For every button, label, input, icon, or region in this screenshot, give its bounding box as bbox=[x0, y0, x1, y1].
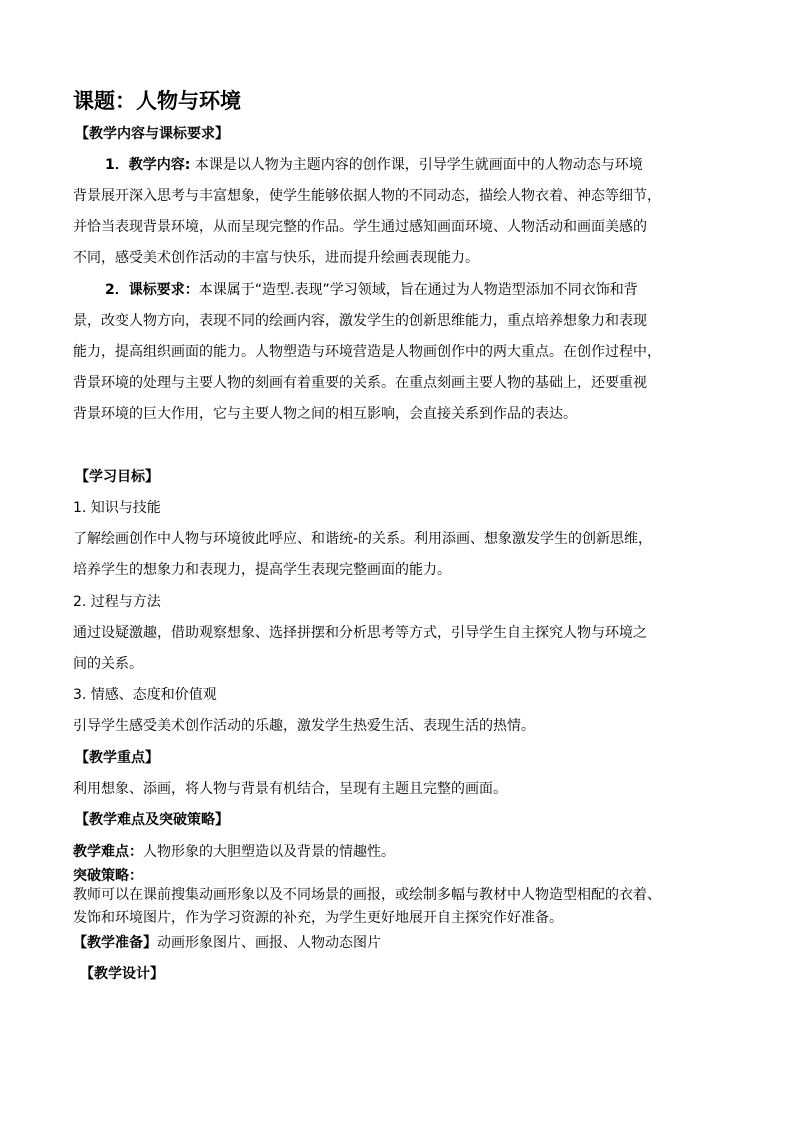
key-point-text: 利用想象、添画，将人物与背景有机结合，呈现有主题且完整的画面。 bbox=[73, 781, 507, 797]
content-paragraph-line: 并恰当表现背景环境，从而呈现完整的作品。学生通过感知画面环境、人物活动和画面美感的 bbox=[73, 219, 647, 235]
section-heading-prep: 【教学准备】 bbox=[73, 935, 157, 951]
item-text: 本课属于“造型.表现”学习领域，旨在通过为人物造型添加不同衣饰和背 bbox=[198, 282, 638, 298]
section-heading-difficulty: 【教学难点及突破策略】 bbox=[75, 812, 229, 828]
item-label: 2．课标要求： bbox=[105, 282, 199, 298]
goal-text-line: 了解绘画创作中人物与环境彼此呼应、和谐统-的关系。利用添画、想象激发学生的创新思维， bbox=[73, 531, 653, 547]
item-label: 1．教学内容: bbox=[105, 157, 191, 173]
section-heading-goals: 【学习目标】 bbox=[75, 469, 159, 485]
content-paragraph-line: 能力，提高组织画面的能力。人物塑造与环境营造是人物画创作中的两大重点。在创作过程中， bbox=[73, 344, 661, 360]
content-paragraph-line: 背景环境的处理与主要人物的刻画有着重要的关系。在重点刻画主要人物的基础上，还要重视 bbox=[73, 375, 647, 391]
goal-title: 3. 情感、态度和价值观 bbox=[73, 687, 217, 703]
content-paragraph-line: 背景展开深入思考与丰富想象，使学生能够依据人物的不同动态，描绘人物衣着、神态等细节， bbox=[73, 188, 661, 204]
section-heading-content: 【教学内容与课标要求】 bbox=[75, 126, 229, 142]
content-paragraph-line: 不同，感受美术创作活动的丰富与快乐，进而提升绘画表现能力。 bbox=[73, 250, 479, 266]
goal-text-line: 通过设疑激趣，借助观察想象、选择拼摆和分析思考等方式，引导学生自主探究人物与环境之 bbox=[73, 625, 647, 641]
content-paragraph-line bbox=[105, 155, 643, 175]
content-paragraph-line bbox=[105, 280, 638, 300]
strategy-label: 突破策略： bbox=[73, 868, 143, 884]
goal-title: 2. 过程与方法 bbox=[73, 594, 161, 610]
section-heading-design: 【教学设计】 bbox=[80, 966, 164, 982]
strategy-text-line: 发饰和环境图片，作为学习资源的补充，为学生更好地展开自主探究作好准备。 bbox=[73, 910, 563, 926]
prep-text: 动画形象图片、画报、人物动态图片 bbox=[157, 935, 381, 951]
strategy-text-line: 教师可以在课前搜集动画形象以及不同场景的画报，或绘制多幅与教材中人物造型相配的衣着、 bbox=[73, 887, 661, 903]
content-paragraph-line: 背景环境的巨大作用，它与主要人物之间的相互影响，会直接关系到作品的表达。 bbox=[73, 406, 577, 422]
difficulty-text: 人物形象的大胆塑造以及背景的情趣性。 bbox=[143, 844, 395, 860]
section-heading-key: 【教学重点】 bbox=[75, 750, 159, 766]
difficulty-line bbox=[73, 842, 395, 862]
goal-title: 1. 知识与技能 bbox=[73, 500, 161, 516]
goal-text-line: 培养学生的想象力和表现力，提高学生表现完整画面的能力。 bbox=[73, 562, 451, 578]
item-text: 本课是以人物为主题内容的创作课，引导学生就画面中的人物动态与环境 bbox=[190, 157, 643, 173]
goal-text-line: 间的关系。 bbox=[73, 656, 143, 672]
goal-text-line: 引导学生感受美术创作活动的乐趣，激发学生热爱生活、表现生活的热情。 bbox=[73, 718, 535, 734]
prep-line bbox=[73, 933, 381, 953]
page-title: 课题：人物与环境 bbox=[73, 89, 241, 113]
content-paragraph-line: 景，改变人物方向，表现不同的绘画内容，激发学生的创新思维能力，重点培养想象力和表现 bbox=[73, 313, 647, 329]
difficulty-label: 教学难点： bbox=[73, 844, 143, 860]
